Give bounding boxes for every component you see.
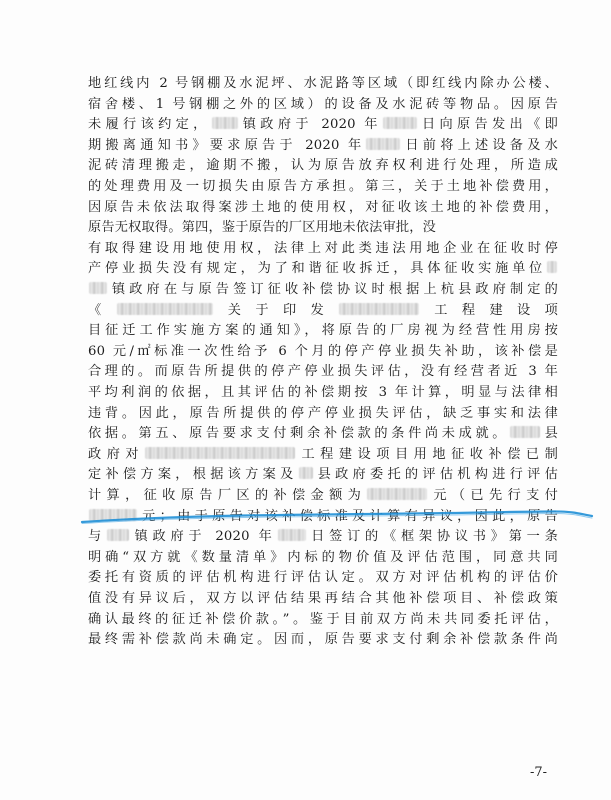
text-segment: 与 bbox=[88, 529, 106, 545]
text-segment: 违背。因此，原告所提供的停产停业损失评估，缺乏事实和法律 bbox=[88, 405, 558, 421]
text-segment: 定补偿方案，根据该方案及 bbox=[88, 467, 298, 483]
text-segment: 宿舍楼、1 号钢棚之外的区域）的设备及水泥砖等物品。因原告 bbox=[88, 96, 558, 112]
text-segment: 产停业损失没有规定，为了和谐征收拆迁，具体征收实施单位 bbox=[88, 261, 546, 277]
text-segment: 《 bbox=[88, 302, 116, 318]
text-segment: 县政府委托的评估机构进行评估 bbox=[313, 467, 558, 483]
text-segment: 镇政府于 2020 年 bbox=[129, 529, 277, 545]
text-segment: 原告无权取得。第四，鉴于原告的厂区用地未依法审批，没 bbox=[88, 220, 437, 236]
text-segment: 的处理费用及一切损失由原告方承担。第三，关于土地补偿费用， bbox=[88, 179, 558, 194]
text-segment: 工程建设项 bbox=[420, 302, 558, 318]
text-segment: 未履行该约定， bbox=[88, 117, 211, 133]
text-segment: 合理的。而原告所提供的停产停业损失评估，没有经营者近 3 年 bbox=[88, 364, 558, 380]
text-segment: 地红线内 2 号钢棚及水泥坪、水泥路等区域（即红线内除办公楼、 bbox=[88, 76, 558, 91]
text-segment: 期搬离通知书》要求原告于 2020 年 bbox=[88, 137, 366, 153]
text-segment: 委托有资质的评估机构进行评估认定。双方对评估机构的评估价 bbox=[88, 570, 558, 586]
text-segment: 目征迁工作实施方案的通知》，将原告的厂房视为经营性用房按 bbox=[88, 323, 558, 339]
text-segment: 依据。第五、原告要求支付剩余补偿款的条件尚未成就。 bbox=[88, 426, 510, 442]
text-segment: 镇政府于 2020 年 bbox=[238, 117, 382, 133]
text-segment: 有取得建设用地使用权，法律上对此类违法用地企业在征收时停 bbox=[88, 240, 558, 256]
text-segment: 60 元/㎡标准一次性给予 6 个月的停产停业损失补助，该补偿是 bbox=[88, 343, 558, 359]
text-segment: 日签订的《框架协议书》第一条 bbox=[306, 529, 558, 545]
text-segment: 关于印发 bbox=[213, 302, 339, 318]
text-segment: 元；由于原告对该补偿标准及计算有异议，因此，原告 bbox=[138, 508, 558, 524]
text-segment: 计算，征收原告厂区的补偿金额为 bbox=[88, 488, 367, 503]
text-segment: 泥砖清理搬走，逾期不搬，认为原告放弃权利进行处理，所造成 bbox=[88, 158, 558, 174]
text-segment: 日前将上述设备及水 bbox=[401, 137, 558, 153]
text-segment: 确认最终的征迁补偿价款。”。鉴于目前双方尚未共同委托评估， bbox=[88, 611, 558, 627]
text-segment: 政府对 bbox=[88, 446, 145, 462]
text-segment: 明确“双方就《数量清单》内标的物价值及评估范围，同意共同 bbox=[88, 549, 558, 565]
text-segment: 平均利润的依据，且其评估的补偿期按 3 年计算，明显与法律相 bbox=[88, 385, 558, 400]
text-segment: 县 bbox=[541, 426, 558, 442]
text-segment: 镇政府在与原告签订征收补偿协议时根据上杭县政府制定的 bbox=[108, 282, 558, 297]
text-segment: 元（已先行支付 bbox=[428, 488, 558, 503]
text-segment: 最终需补偿款尚未确定。因而，原告要求支付剩余补偿款条件尚 bbox=[88, 632, 558, 648]
text-segment: 值没有异议后，双方以评估结果再结合其他补偿项目、补偿政策 bbox=[88, 591, 558, 606]
text-segment: 因原告未依法取得案涉土地的使用权，对征收该土地的补偿费用， bbox=[88, 199, 558, 215]
text-segment: 工程建设项目用地征收补偿已制 bbox=[296, 446, 558, 462]
text-segment: 日向原告发出《即 bbox=[417, 117, 558, 133]
page-number: -7- bbox=[530, 765, 548, 780]
